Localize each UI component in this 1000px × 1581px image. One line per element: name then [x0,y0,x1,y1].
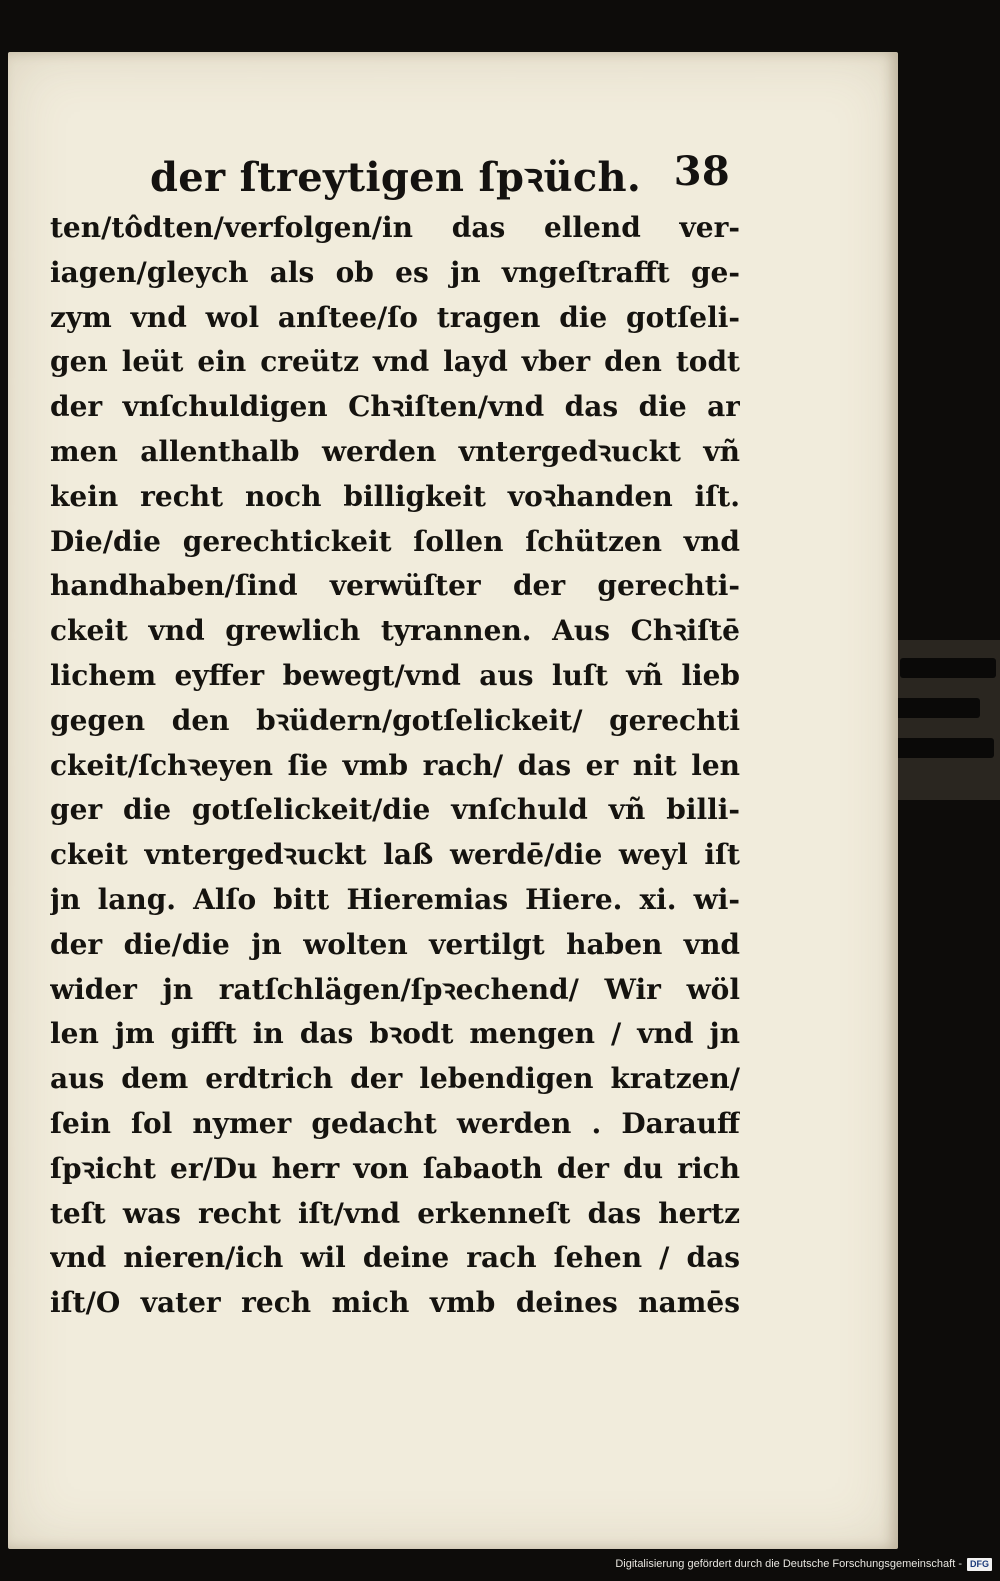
text-line: ckeit vnd grewlich tyrannen. Aus Chꝛiſtē [50,614,740,648]
dfg-logo: DFG [967,1558,992,1571]
text-line: Die/die gerechtickeit ſollen ſchützen vnd [50,524,740,558]
body-text [50,206,740,1326]
text-line: handhaben/ſind verwüſter der gerechti- [50,569,740,603]
text-line: jn lang. Alſo bitt Hieremias Hiere. xi. wi- [50,882,740,916]
text-line: vnd nieren/ich wil deine rach ſehen / das [50,1241,740,1275]
text-line: teſt was recht iſt/vnd erkenneſt das hertz [50,1196,740,1230]
page-number: 38 [673,148,730,195]
text-line: men allenthalb werden vntergedꝛuckt vñ [50,434,740,468]
text-line: lichem eyffer bewegt/vnd aus luſt vñ lieb [50,658,740,692]
text-line: gen leüt ein creütz vnd layd vber den todt [50,345,740,379]
text-line: ckeit/ſchꝛeyen ſie vmb rach/ das er nit len [50,748,740,782]
text-line: len jm gifft in das bꝛodt mengen / vnd jn [50,1017,740,1051]
text-line: der vnſchuldigen Chꝛiſten/vnd das die ar [50,390,740,424]
text-line: wider jn ratſchlägen/ſpꝛechend/ Wir wöl [50,972,740,1006]
text-line: ger die gotſelickeit/die vnſchuld vñ billi- [50,793,740,827]
underlying-page-edge [880,640,1000,800]
text-line: ten/tôdten/verfolgen/in das ellend ver- [50,211,740,244]
running-head-title: der ſtreytigen ſpꝛüch. [150,154,642,201]
running-head [150,148,730,204]
text-line: ſein ſol nymer gedacht werden . Darauff [50,1106,740,1140]
text-line: iagen/gleych als ob es jn vngeſtrafft ge- [50,255,740,289]
text-line: kein recht noch billigkeit voꝛhanden iſt. [50,479,740,513]
text-line: ſpꝛicht er/Du herr von ſabaoth der du rich [50,1151,740,1185]
text-line: aus dem erdtrich der lebendigen kratzen/ [50,1062,740,1096]
digitization-credit [600,1554,992,1574]
text-line: zym vnd wol anſtee/ſo tragen die gotſeli- [50,300,740,334]
credit-text: Digitalisierung gefördert durch die Deutsche Forschungsgemeinschaft - [615,1558,962,1570]
text-line: iſt/O vater rech mich vmb deines namēs [50,1286,740,1320]
text-line: der die/die jn wolten vertilgt haben vnd [50,927,740,961]
text-line: gegen den bꝛüdern/gotſelickeit/ gerechti [50,703,740,737]
text-line: ckeit vntergedꝛuckt laß werdē/die weyl iſt [50,838,740,872]
